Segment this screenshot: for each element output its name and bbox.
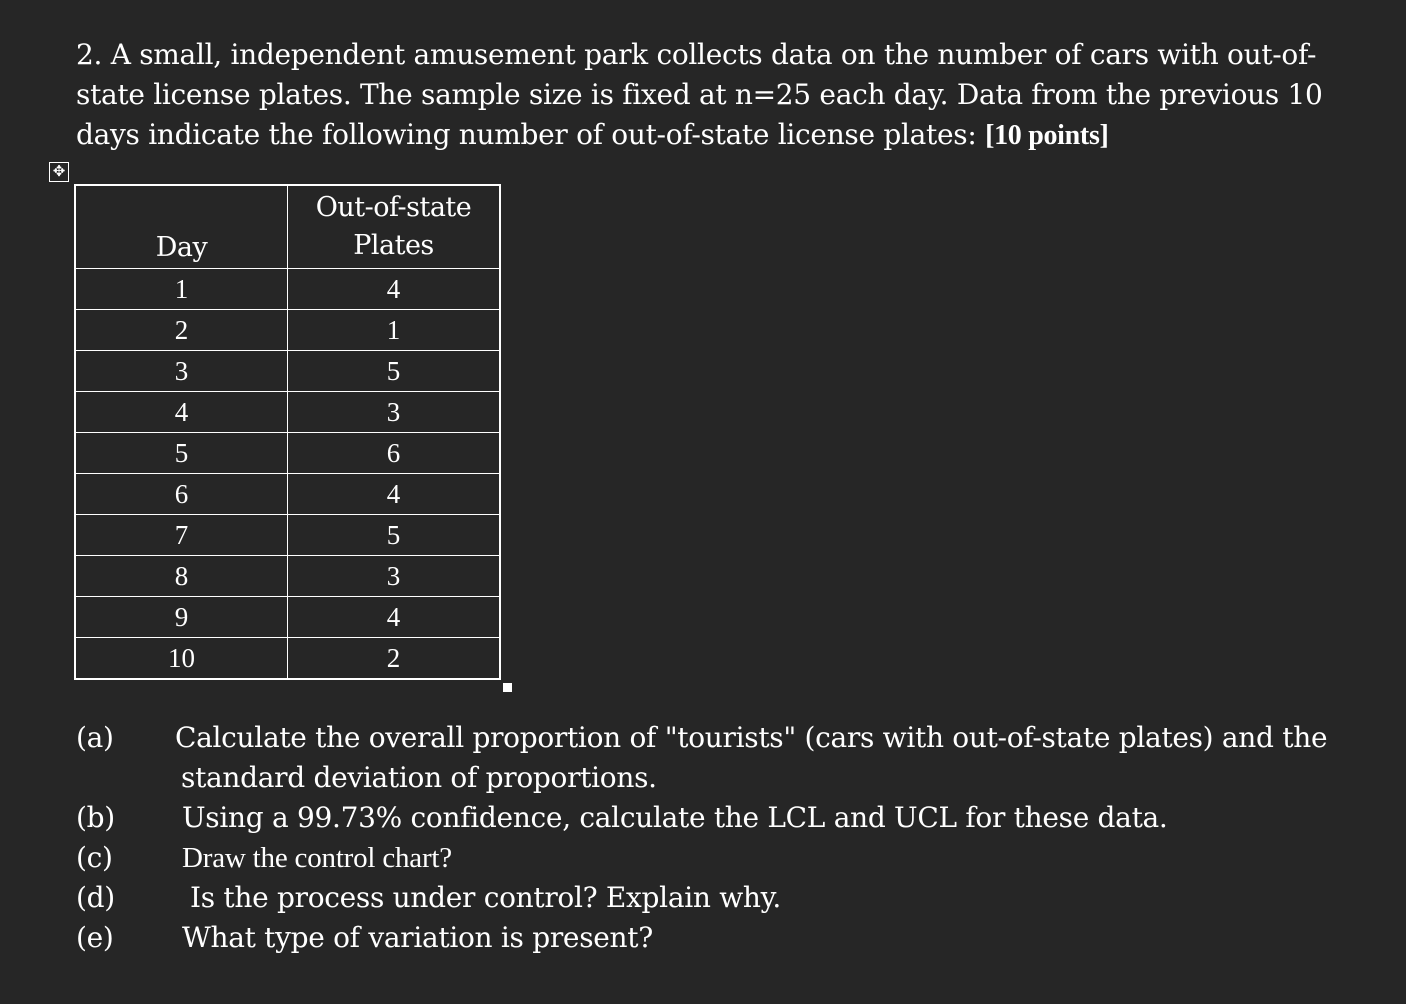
sub-question-text: Is the process under control? Explain why. <box>190 881 782 914</box>
header-plates-line1: Out-of-state <box>315 192 472 223</box>
cell-plates: 5 <box>288 515 501 556</box>
table-row <box>75 433 500 474</box>
sub-question-text <box>175 718 1327 798</box>
cell-plates: 6 <box>288 433 501 474</box>
cell-day: 8 <box>75 556 288 597</box>
cell-day: 10 <box>75 638 288 680</box>
cell-day: 1 <box>75 269 288 310</box>
header-day: Day <box>75 185 288 269</box>
cell-day: 5 <box>75 433 288 474</box>
table-header-row <box>75 185 500 269</box>
sub-question-text: What type of variation is present? <box>182 921 653 954</box>
table-row <box>75 392 500 433</box>
question-body: 2. A small, independent amusement park collects data on the number of cars with out-of-state license plates. The sample size is fixed at n=25 each day. Data from the previous 10 days indicate the following number of out-of-state license plates: <box>76 38 1323 151</box>
cell-plates: 4 <box>288 474 501 515</box>
data-table <box>74 184 501 680</box>
table-row <box>75 351 500 392</box>
sub-question-text-line2: standard deviation of proportions. <box>181 761 657 794</box>
sub-question-text-line1: Calculate the overall proportion of "tourists" (cars with out-of-state plates) and the <box>175 721 1328 754</box>
sub-question-letter: (b) <box>76 801 115 834</box>
sub-question-text: Using a 99.73% confidence, calculate the LCL and UCL for these data. <box>182 801 1168 834</box>
cell-day: 2 <box>75 310 288 351</box>
sub-question-letter: (c) <box>76 841 113 874</box>
question-points: [10 points] <box>985 120 1109 151</box>
sub-question-letter: (a) <box>76 721 114 754</box>
table-row <box>75 597 500 638</box>
question-text <box>76 35 1366 156</box>
cell-plates: 2 <box>288 638 501 680</box>
header-plates <box>288 185 501 269</box>
table-move-handle-icon[interactable]: ✥ <box>49 162 69 182</box>
sub-question-text: Draw the control chart? <box>182 842 452 874</box>
table-resize-handle-icon[interactable] <box>503 683 512 692</box>
sub-question-letter: (e) <box>76 921 114 954</box>
cell-plates: 1 <box>288 310 501 351</box>
header-plates-line2: Plates <box>353 230 434 261</box>
sub-question-letter: (d) <box>76 881 115 914</box>
cell-day: 9 <box>75 597 288 638</box>
cell-day: 7 <box>75 515 288 556</box>
cell-day: 4 <box>75 392 288 433</box>
table-row <box>75 310 500 351</box>
table-row <box>75 269 500 310</box>
cell-plates: 3 <box>288 392 501 433</box>
cell-plates: 5 <box>288 351 501 392</box>
cell-plates: 3 <box>288 556 501 597</box>
table-row <box>75 638 500 680</box>
table-row <box>75 556 500 597</box>
table-row <box>75 474 500 515</box>
cell-plates: 4 <box>288 269 501 310</box>
table-row <box>75 515 500 556</box>
cell-day: 3 <box>75 351 288 392</box>
cell-day: 6 <box>75 474 288 515</box>
cell-plates: 4 <box>288 597 501 638</box>
